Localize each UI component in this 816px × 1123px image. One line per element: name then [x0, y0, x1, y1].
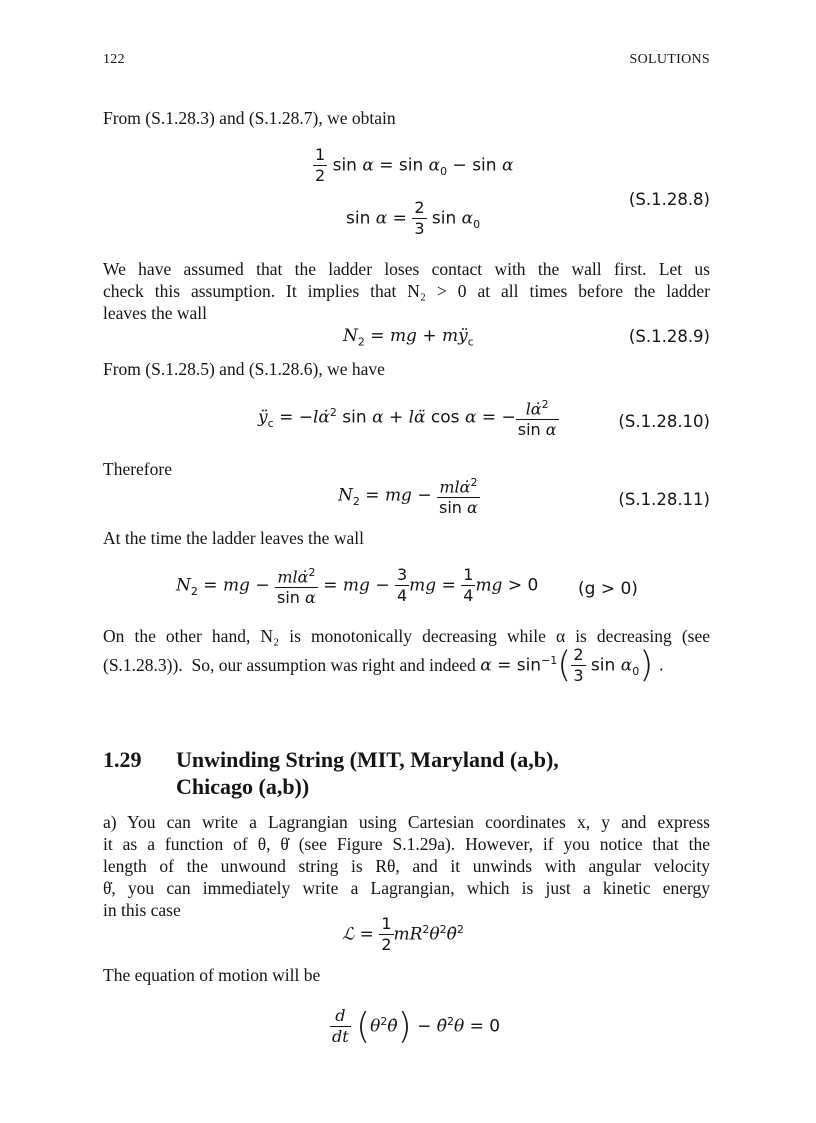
equation-label-9: (S.1.28.9)	[628, 327, 710, 346]
equation-s-1-28-11: $N_2$ = mg − $\frac{ml\alphȧ^2}{\text{sin α}}$	[338, 476, 478, 518]
equation-of-motion: $\frac{d}{dt}$ $(\theta^2\thetȧ)$ − θ̇$^2$θ = 0	[332, 1006, 501, 1047]
section-title-line-1: Unwinding String (MIT, Maryland (a,b),	[176, 747, 559, 772]
equation-lagrangian: ℒ = $\frac{1}{2}$ $mR^2\theta^2\thetȧ^2$	[342, 914, 464, 954]
paragraph-assumption-line-3: leaves the wall	[103, 303, 207, 323]
section-title-line-2: Chicago (a,b))	[176, 774, 310, 799]
section-paragraph-line-1: a) You can write a Lagrangian using Cartesian coordinates x, y and express	[103, 812, 710, 832]
equation-s-1-28-8b: sin α = $\frac{2}{3}$ $\sin \alpha_0$	[346, 198, 481, 238]
section-paragraph-line-3: length of the unwound string is Rθ, and it unwinds with angular velocity	[103, 856, 710, 876]
paragraph-assumption-line-2: check this assumption. It implies that N₂ > 0 at all times before the ladder	[103, 281, 710, 301]
equation-label-11: (S.1.28.11)	[618, 490, 710, 509]
paragraph-other-hand-line-1: On the other hand, N₂ is monotonically decreasing while α is decreasing (see	[103, 626, 710, 646]
section-paragraph-line-4: θ̇, you can immediately write a Lagrangian, which is just a kinetic energy	[103, 878, 710, 898]
paragraph-assumption-line-1: We have assumed that the ladder loses contact with the wall first. Let us	[103, 259, 710, 279]
equation-leaves-wall: $N_2$ = mg − $\frac{ml\alphȧ^2}{\text{sin α}}$ = mg − $\frac{3}{4}$ mg = $\frac{1}{4}$ mg > 0	[176, 565, 539, 608]
g-positive-note: (g > 0)	[578, 579, 638, 599]
section-paragraph-line-5: in this case	[103, 900, 181, 920]
section-paragraph-line-2: it as a function of θ, θ̇ (see Figure S.1.29a). However, if you notice that the	[103, 834, 710, 854]
time-text: At the time the ladder leaves the wall	[103, 528, 364, 548]
from-text: From (S.1.28.5) and (S.1.28.6), we have	[103, 359, 385, 379]
paragraph-other-hand-line-2: (S.1.28.3)). So, our assumption was right and indeed $\alpha = \sin^{-1}$( $\frac{2}{3}$ $\sin \alpha_0$) .	[103, 644, 665, 685]
motion-text: The equation of motion will be	[103, 965, 321, 985]
page-number: 122	[103, 52, 125, 67]
therefore-text: Therefore	[103, 459, 172, 479]
equation-label-8: (S.1.28.8)	[628, 190, 710, 209]
equation-s-1-28-9: $N_2$ = mg + $mÿ_c$	[343, 326, 474, 349]
equation-label-10: (S.1.28.10)	[618, 412, 710, 431]
equation-s-1-28-10: $ÿ_c$ = −lα̇$^2$ sin α + lα̈ cos α = − $\frac{l\alphȧ^2}{\text{sin α}}$	[258, 398, 557, 440]
equation-s-1-28-8a: $\frac{1}{2}$ $\sin \alpha = \sin \alpha_0 - \sin \alpha$	[315, 145, 514, 185]
section-number: 1.29	[103, 747, 142, 772]
intro-text: From (S.1.28.3) and (S.1.28.7), we obtain	[103, 108, 396, 128]
running-title: SOLUTIONS	[629, 52, 710, 67]
